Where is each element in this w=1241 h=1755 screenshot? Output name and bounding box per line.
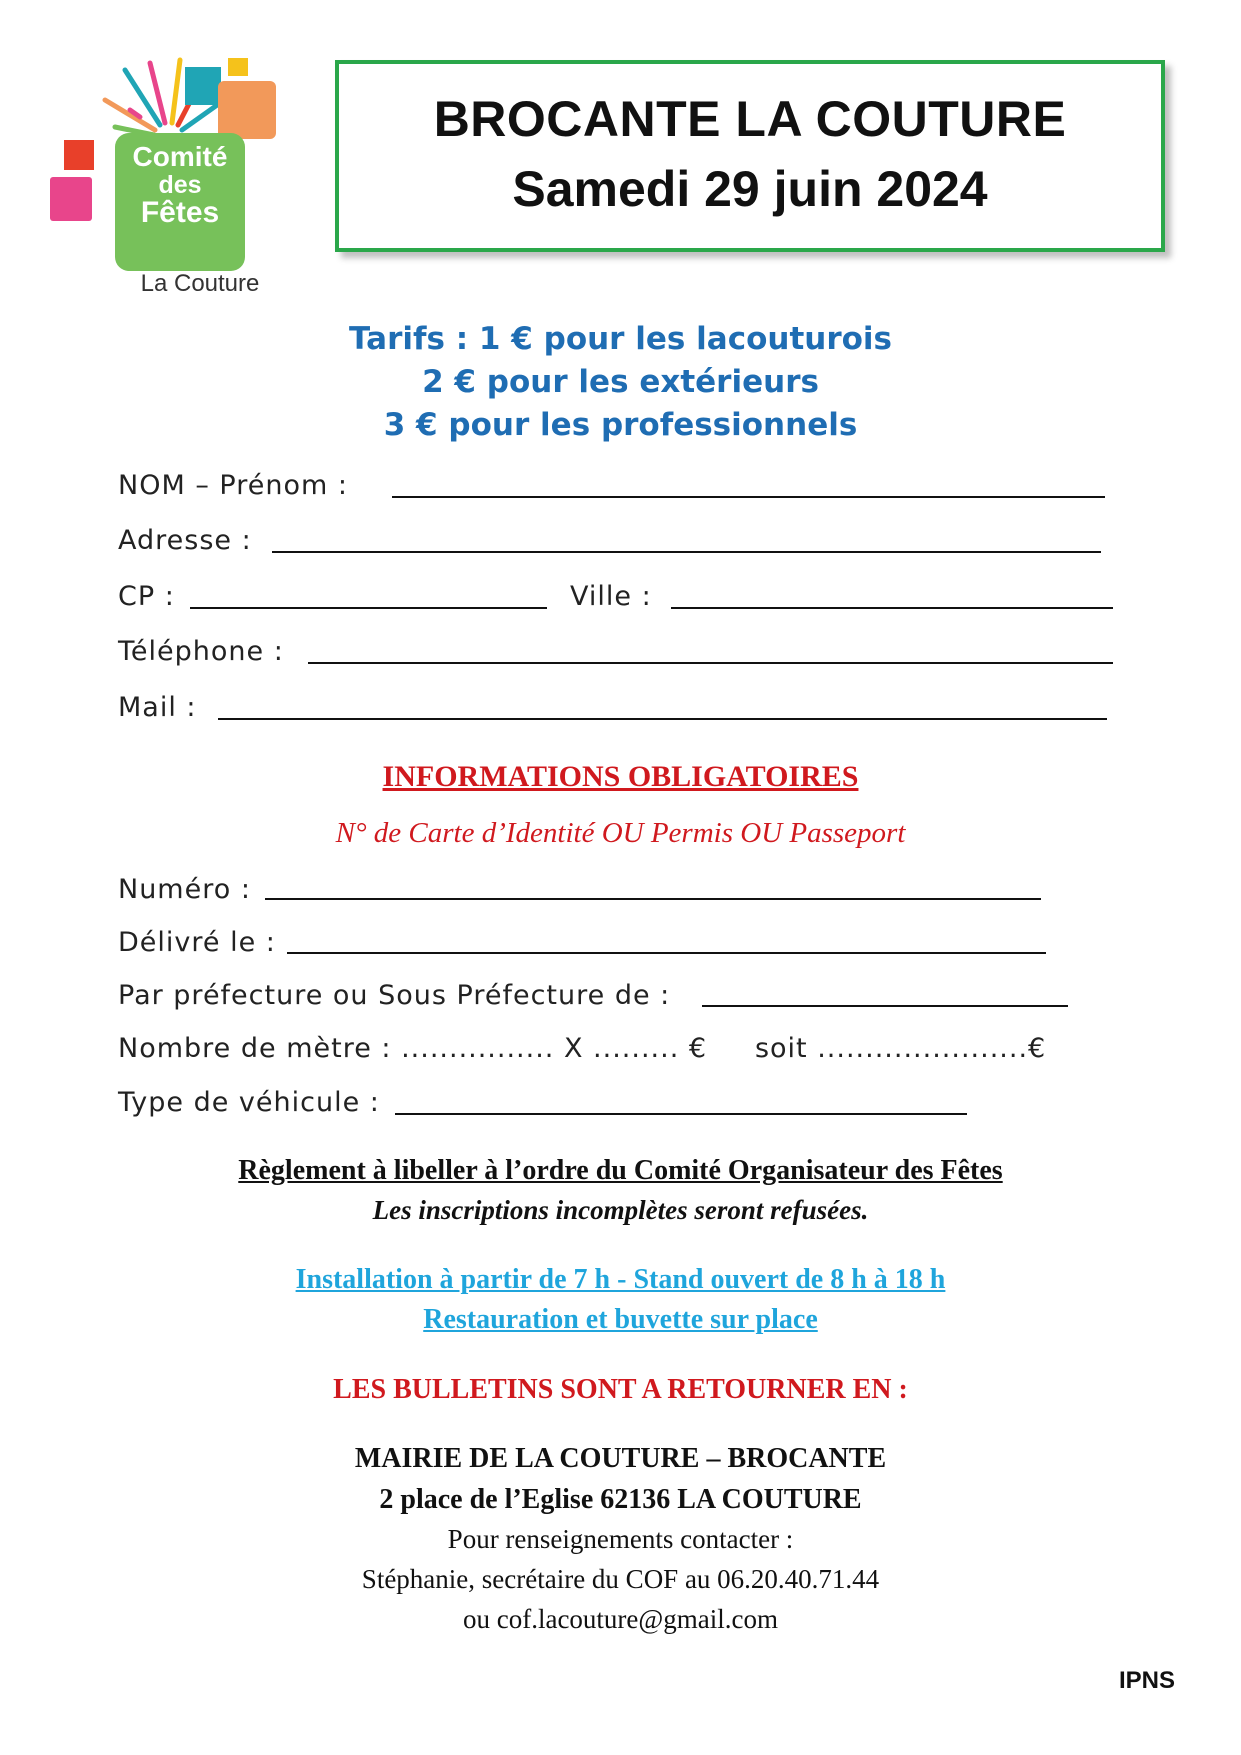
inscriptions-warning: Les inscriptions incomplètes seront refusées. xyxy=(372,1195,869,1225)
adresse-field[interactable] xyxy=(272,551,1101,553)
tarif-line-3: 3 € pour les professionnels xyxy=(383,407,858,443)
numero-label: Numéro : xyxy=(118,874,251,905)
ipns-label: IPNS xyxy=(1119,1667,1176,1694)
cp-label: CP : xyxy=(118,581,175,612)
nom-prenom-field[interactable] xyxy=(392,496,1105,498)
reglement-line: Règlement à libeller à l’ordre du Comité Organisateur des Fêtes xyxy=(238,1155,1003,1186)
info-heading: INFORMATIONS OBLIGATOIRES xyxy=(382,760,859,793)
installation-line: Installation à partir de 7 h - Stand ouvert de 8 h à 18 h xyxy=(295,1264,946,1295)
contact-email[interactable]: ou cof.lacouture@gmail.com xyxy=(462,1604,778,1634)
logo-subtitle: La Couture xyxy=(140,270,260,297)
logo-line-1: Comité xyxy=(132,141,228,172)
metre-label: Nombre de mètre : ................ X ......... € soit ......................€ xyxy=(118,1033,1047,1064)
numero-field[interactable] xyxy=(265,898,1041,900)
logo-line-3: Fêtes xyxy=(140,196,220,229)
tarifs-block xyxy=(0,318,1241,447)
delivre-field[interactable] xyxy=(287,952,1046,954)
vehicule-label: Type de véhicule : xyxy=(118,1087,380,1118)
cp-field[interactable] xyxy=(190,607,547,609)
event-title: BROCANTE LA COUTURE xyxy=(433,91,1067,147)
nom-prenom-label: NOM – Prénom : xyxy=(118,470,348,501)
contact-line-2: Stéphanie, secrétaire du COF au 06.20.40.71.44 xyxy=(361,1564,880,1594)
delivre-label: Délivré le : xyxy=(118,927,276,958)
mail-field[interactable] xyxy=(218,718,1107,720)
telephone-label: Téléphone : xyxy=(118,636,284,667)
prefecture-field[interactable] xyxy=(702,1005,1068,1007)
mairie-address-1: MAIRIE DE LA COUTURE – BROCANTE xyxy=(354,1443,887,1474)
prefecture-label: Par préfecture ou Sous Préfecture de : xyxy=(118,980,671,1011)
ville-label: Ville : xyxy=(570,581,652,612)
tarif-line-2: 2 € pour les extérieurs xyxy=(422,364,819,400)
logo-title xyxy=(115,143,245,227)
tarif-line-1: Tarifs : 1 € pour les lacouturois xyxy=(349,321,892,357)
title-box xyxy=(335,60,1165,252)
adresse-label: Adresse : xyxy=(118,525,252,556)
mairie-address-2: 2 place de l’Eglise 62136 LA COUTURE xyxy=(379,1484,862,1515)
retour-heading: LES BULLETINS SONT A RETOURNER EN : xyxy=(333,1374,908,1405)
comite-logo xyxy=(50,55,330,305)
telephone-field[interactable] xyxy=(308,662,1113,664)
event-date: Samedi 29 juin 2024 xyxy=(512,161,988,217)
logo-line-2: des xyxy=(158,171,202,199)
contact-line-1: Pour renseignements contacter : xyxy=(447,1524,794,1554)
vehicule-field[interactable] xyxy=(395,1113,967,1115)
restauration-line: Restauration et buvette sur place xyxy=(423,1304,818,1335)
mail-label: Mail : xyxy=(118,692,197,723)
ville-field[interactable] xyxy=(671,607,1113,609)
info-subheading: N° de Carte d’Identité OU Permis OU Passeport xyxy=(335,817,906,849)
